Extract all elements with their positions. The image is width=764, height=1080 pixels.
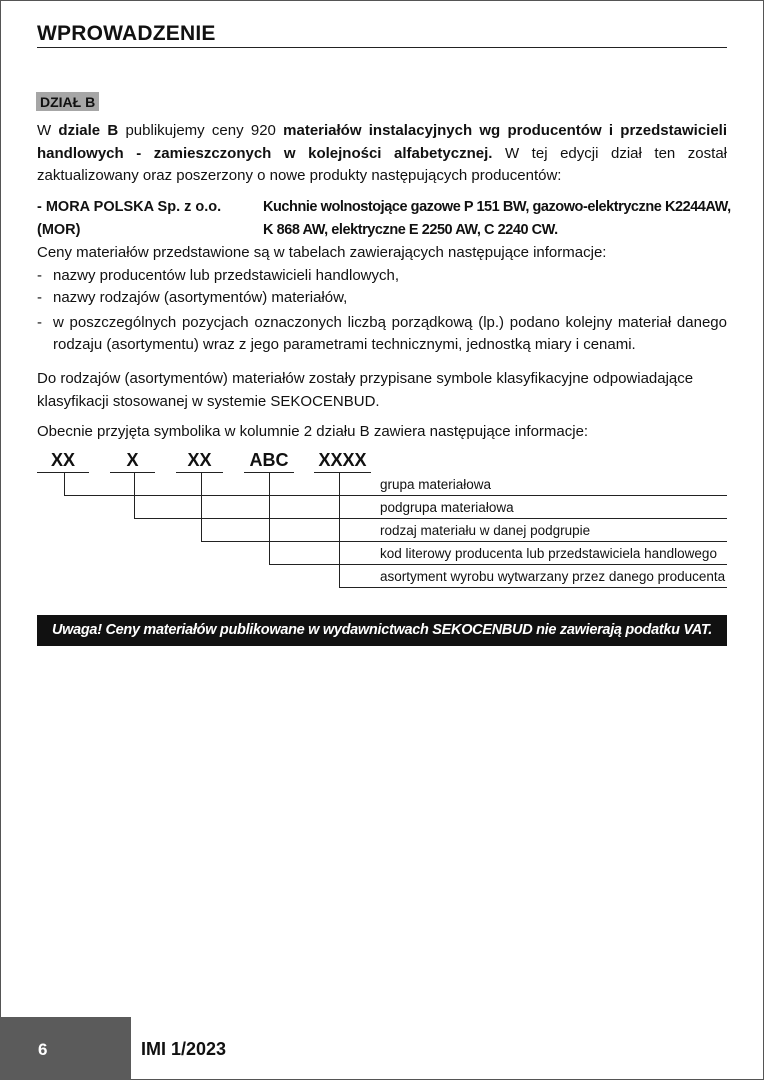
- connector-line: [201, 473, 202, 541]
- legend-label: kod literowy producenta lub przedstawiciela handlowego: [380, 546, 717, 561]
- page-header-title: WPROWADZENIE: [37, 22, 727, 48]
- footer-page-number: 6: [38, 1040, 48, 1059]
- connector-line: [64, 473, 65, 495]
- info-list-block: [37, 242, 727, 357]
- intro-bold: materiałów instalacyjnych wg producentów i przedstawicieli handlowych - zamieszczonych w kolejności alfabetycznej.: [37, 122, 728, 162]
- vat-warning-banner: Uwaga! Ceny materiałów publikowane w wydawnictwach SEKOCENBUD nie zawierają podatku VAT.: [37, 615, 727, 646]
- list-item-text: nazwy producentów lub przedstawicieli handlowych,: [53, 266, 400, 284]
- producer-products-line2: K 868 AW, elektryczne E 2250 AW, C 2240 CW.: [263, 222, 558, 238]
- symbol-code: XXXX: [318, 450, 367, 470]
- symbols-paragraph: Do rodzajów (asortymentów) materiałów zostały przypisane symbole klasyfikacyjne odpowiadające klasyfikacji stosowanej w systemie SEKOCENBUD.: [37, 370, 694, 410]
- connector-line: [201, 541, 727, 542]
- symbol-underline: [110, 472, 155, 473]
- section-tag: DZIAŁ B: [36, 92, 99, 111]
- symbol-code: XX: [187, 450, 212, 470]
- footer-page-box: [0, 1017, 131, 1080]
- symbol-underline: [314, 472, 371, 473]
- intro-rest: W tej edycji dział ten został zaktualizowany oraz poszerzony o nowe produkty następujących producentów:: [37, 144, 727, 184]
- legend-label: podgrupa materiałowa: [380, 500, 514, 515]
- producer-row: [37, 196, 737, 242]
- footer-issue: IMI 1/2023: [141, 1039, 227, 1059]
- legend-label: rodzaj materiału w danej podgrupie: [380, 523, 591, 538]
- connector-line: [134, 518, 727, 519]
- symbol-code: XX: [50, 450, 75, 470]
- list-dash: -: [37, 289, 42, 306]
- connector-line: [64, 495, 727, 496]
- list-item: [37, 265, 727, 288]
- symbol-code: ABC: [249, 450, 289, 470]
- legend-label: asortyment wyrobu wytwarzany przez danego producenta: [380, 569, 726, 584]
- list-item-text: nazwy rodzajów (asortymentów) materiałów,: [53, 289, 348, 306]
- list-dash: -: [37, 313, 42, 331]
- producer-products: [263, 196, 733, 242]
- symbol-code: X: [126, 450, 139, 470]
- symbol-underline: [37, 472, 89, 473]
- producer-name: - MORA POLSKA Sp. z o.o. (MOR): [37, 199, 222, 238]
- producer-products-line1: Kuchnie wolnostojące gazowe P 151 BW, gazowo-elektryczne K2244AW,: [263, 199, 731, 215]
- intro-paragraph: [37, 120, 727, 188]
- intro-w: W: [37, 122, 59, 139]
- list-item: [37, 287, 727, 310]
- list-intro: Ceny materiałów przedstawione są w tabelach zawierających następujące informacje:: [37, 244, 607, 261]
- current-symbolics-paragraph: Obecnie przyjęta symbolika w kolumnie 2 działu B zawiera następujące informacje:: [37, 423, 589, 440]
- connector-line: [269, 564, 727, 565]
- connector-line: [339, 473, 340, 587]
- intro-mid: publikujemy ceny 920: [118, 122, 284, 139]
- intro-dziale-b: dziale B: [58, 122, 119, 139]
- list-item-text: w poszczególnych pozycjach oznaczonych liczbą porządkową (lp.) podano kolejny materiał danego rodzaju (asortymentu) wraz z jego parametrami technicznymi, jednostką miary i cenami.: [53, 313, 727, 353]
- symbol-underline: [176, 472, 223, 473]
- list-item: [37, 312, 727, 357]
- connector-line: [339, 587, 727, 588]
- legend-label: grupa materiałowa: [380, 477, 492, 492]
- list-dash: -: [37, 266, 42, 284]
